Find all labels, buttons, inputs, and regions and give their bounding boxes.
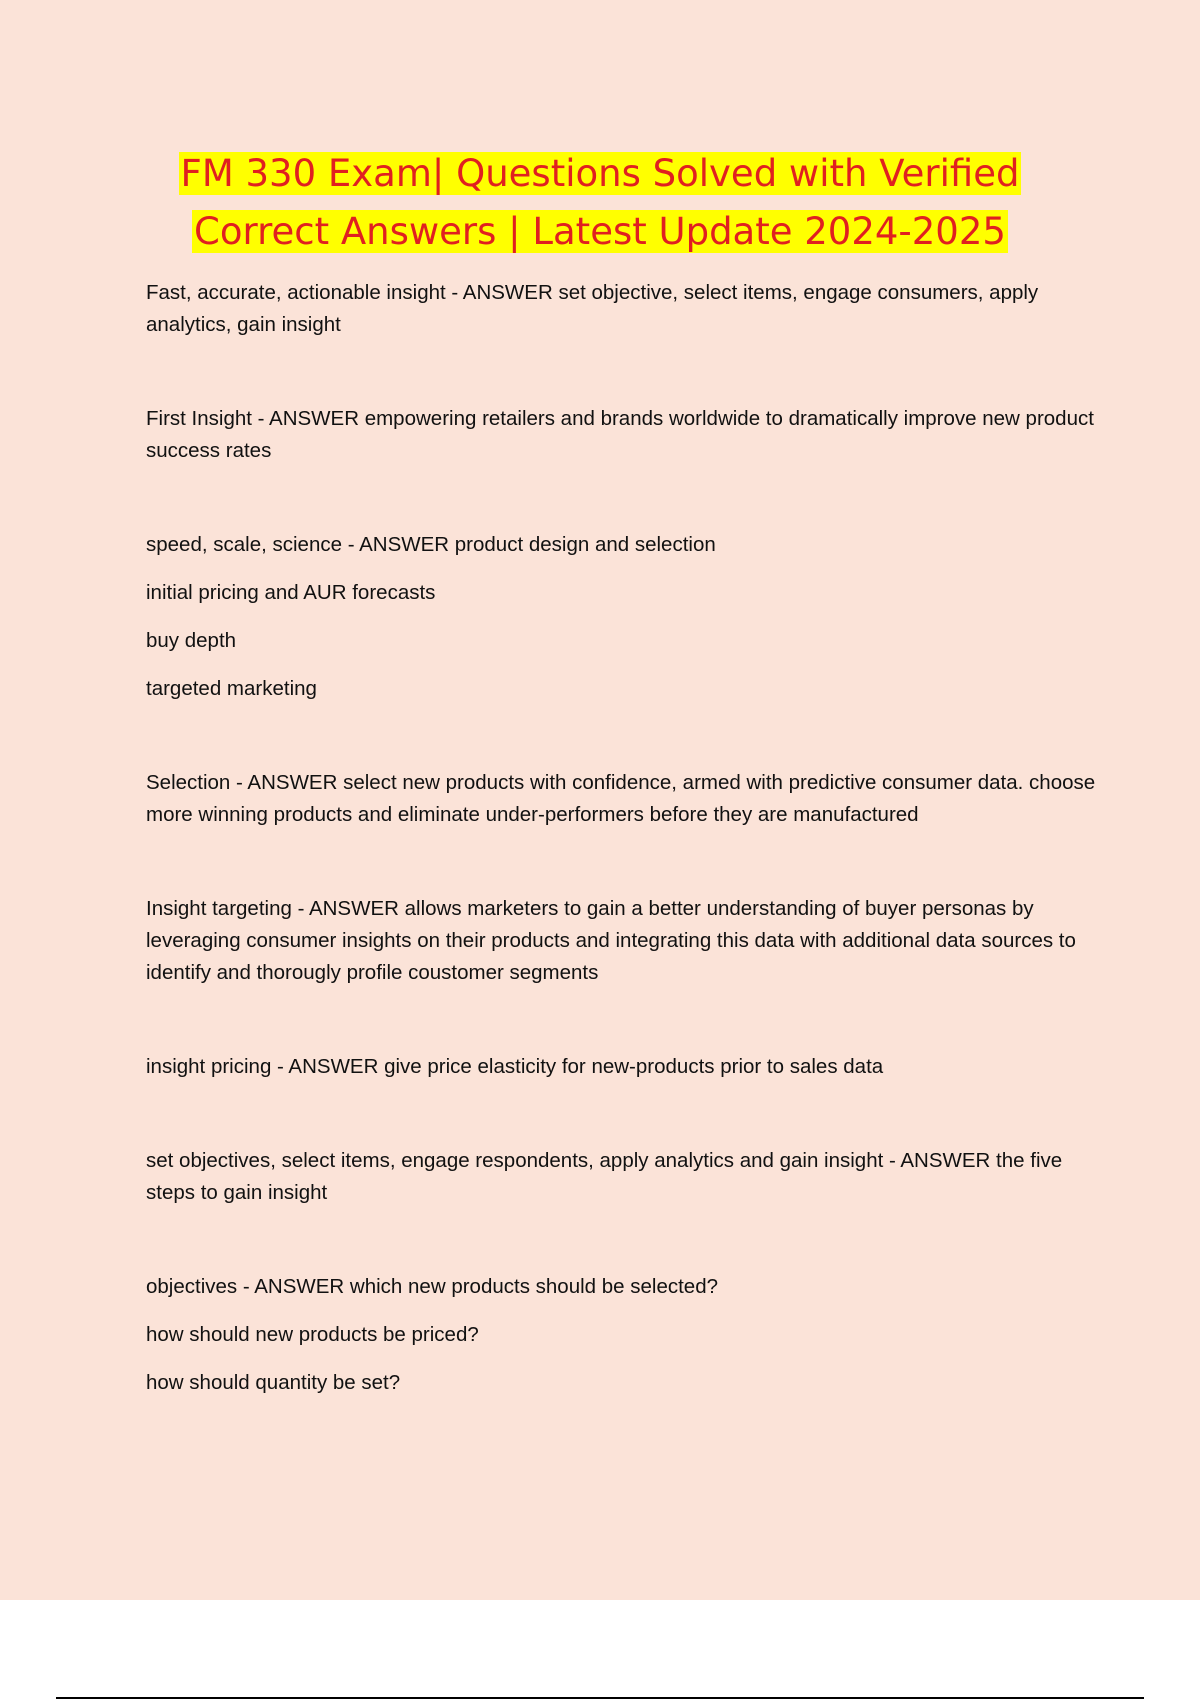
qa-list: [146, 277, 1096, 1399]
qa-entry: objectives - ANSWER which new products should be selected?: [146, 1275, 719, 1298]
qa-entry-continuation: targeted marketing: [146, 677, 317, 700]
qa-entry: set objectives, select items, engage respondents, apply analytics and gain insight - ANSWER the five steps to gain insight: [146, 1149, 1063, 1204]
qa-entry: insight pricing - ANSWER give price elasticity for new-products prior to sales data: [146, 1055, 884, 1078]
qa-entry-continuation: how should quantity be set?: [146, 1371, 401, 1394]
title-line-1: FM 330 Exam| Questions Solved with Verified: [180, 152, 1020, 195]
qa-entry-continuation: initial pricing and AUR forecasts: [146, 581, 436, 604]
qa-entry-continuation: buy depth: [146, 629, 237, 652]
qa-entry: First Insight - ANSWER empowering retailers and brands worldwide to dramatically improve new product success rates: [146, 407, 1094, 462]
qa-entry: Fast, accurate, actionable insight - ANSWER set objective, select items, engage consumers, apply analytics, gain insight: [146, 281, 1039, 336]
footer-divider: [56, 1697, 1144, 1699]
document-title: [0, 145, 1200, 261]
qa-entry-continuation: how should new products be priced?: [146, 1323, 479, 1346]
qa-entry: Insight targeting - ANSWER allows marketers to gain a better understanding of buyer personas by leveraging consumer insights on their products and integrating this data with additional data sources to identify and thorougly profile coustomer segments: [146, 897, 1076, 984]
qa-entry: speed, scale, science - ANSWER product design and selection: [146, 533, 716, 556]
qa-entry: Selection - ANSWER select new products with confidence, armed with predictive consumer data. choose more winning products and eliminate under-performers before they are manufactured: [146, 771, 1096, 826]
title-line-2: Correct Answers | Latest Update 2024-2025: [194, 210, 1006, 253]
